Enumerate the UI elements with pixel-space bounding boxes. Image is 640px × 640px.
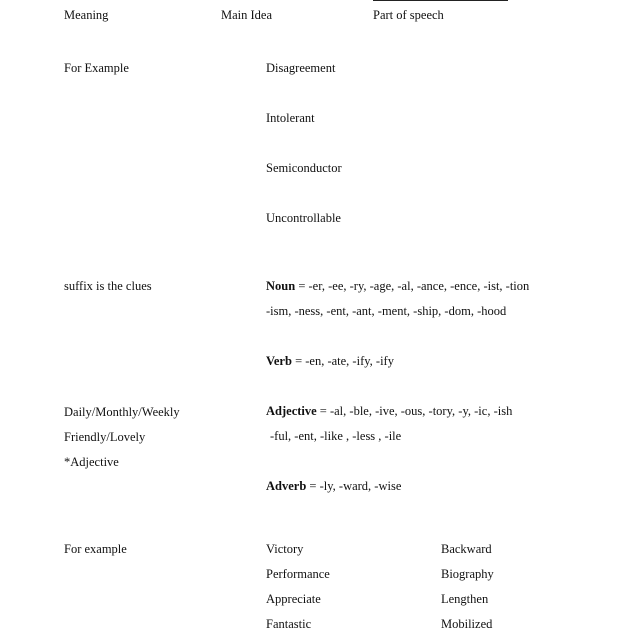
example-word: Disagreement [266,61,336,75]
noun-suffixes-continued: -ism, -ness, -ent, -ant, -ment, -ship, -dom, -hood [266,304,507,318]
adjective-example-line: Friendly/Lovely [64,430,146,444]
header-main-idea: Main Idea [221,8,273,22]
example-word: Uncontrollable [266,211,341,225]
noun-suffix-line [266,280,529,293]
verb-suffix-line [266,355,394,368]
example-word-col2: Biography [441,567,494,581]
section1-label: For Example [64,61,129,75]
example-word: Semiconductor [266,161,342,175]
example-word-col1: Fantastic [266,617,312,631]
header-meaning: Meaning [64,8,109,22]
adjective-note: *Adjective [64,455,119,469]
example-word-col2: Lengthen [441,592,489,606]
section2-label: suffix is the clues [64,279,152,293]
header-part-of-speech: Part of speech [373,8,444,22]
adjective-suffix-line [266,405,512,418]
adverb-suffixes: = -ly, -ward, -wise [306,479,402,493]
noun-heading: Noun [266,279,296,293]
example-word-col1: Performance [266,567,330,581]
verb-heading: Verb [266,354,292,368]
adjective-suffixes: = -al, -ble, -ive, -ous, -tory, -y, -ic, -ish [316,404,513,418]
adjective-suffixes-continued: -ful, -ent, -like , -less , -ile [270,429,402,443]
noun-suffixes: = -er, -ee, -ry, -age, -al, -ance, -ence, -ist, -tion [295,279,530,293]
example-word-col2: Mobilized [441,617,493,631]
adverb-suffix-line [266,480,401,493]
example-word: Intolerant [266,111,315,125]
verb-suffixes: = -en, -ate, -ify, -ify [291,354,394,368]
adjective-heading: Adjective [266,404,317,418]
adverb-heading: Adverb [266,479,307,493]
example-word-col1: Appreciate [266,592,321,606]
example-word-col1: Victory [266,542,304,556]
adjective-example-line: Daily/Monthly/Weekly [64,405,180,419]
example-word-col2: Backward [441,542,492,556]
section4-label: For example [64,542,127,556]
header-underline [373,0,508,1]
